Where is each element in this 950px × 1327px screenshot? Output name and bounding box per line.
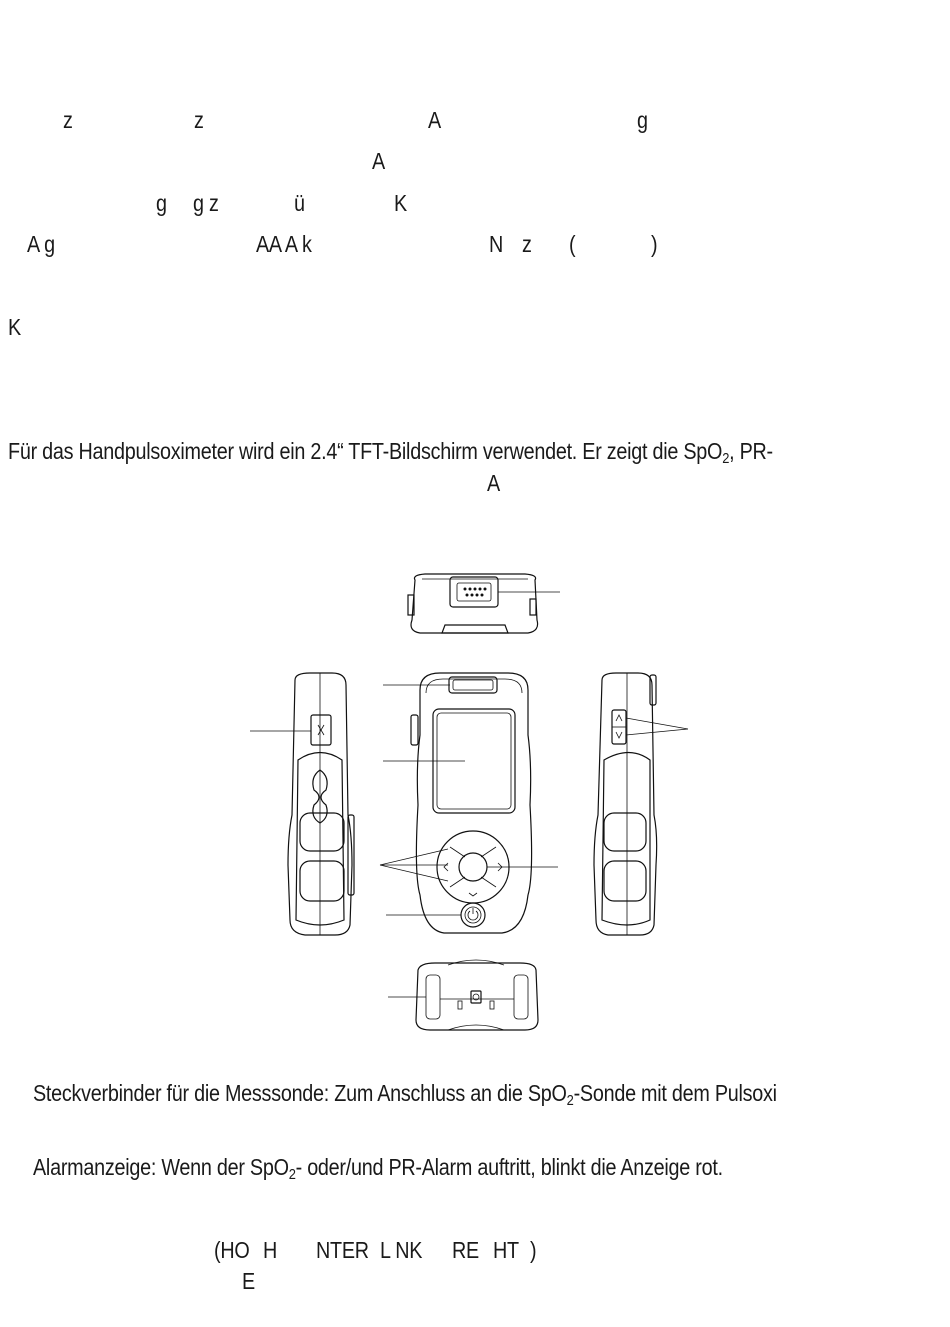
display-paragraph-text: Für das Handpulsoximeter wird ein 2.4“ TFT-Bildschirm verwendet. Er zeigt die SpO — [8, 438, 723, 464]
alarm-paragraph-text: Alarmanzeige: Wenn der SpO — [33, 1154, 289, 1180]
display-paragraph-tail: , PR- — [729, 438, 773, 464]
display-paragraph-line2: A — [487, 470, 500, 496]
fragment-text: NTER — [316, 1237, 369, 1263]
fragment-text: HT — [493, 1237, 519, 1263]
subscript: 2 — [566, 1092, 574, 1109]
fragment-text: g — [637, 107, 648, 133]
fragment-text: z — [194, 107, 204, 133]
fragment-text: N — [489, 231, 504, 257]
fragment-text: L NK — [380, 1237, 423, 1263]
fragment-text: A g — [27, 231, 55, 257]
bottom-view — [388, 960, 538, 1030]
top-view — [408, 574, 560, 633]
fragment-text: A — [372, 148, 385, 174]
subscript: 2 — [722, 450, 730, 467]
fragment-text: z — [63, 107, 73, 133]
device-figure — [240, 565, 710, 1045]
fragment-text: ) — [651, 231, 658, 257]
front-view — [380, 673, 558, 933]
device-drawing — [240, 565, 710, 1045]
fragment-text: AA A k — [256, 231, 312, 257]
connector-paragraph-tail: -Sonde mit dem Pulsoxi — [573, 1080, 777, 1106]
alarm-paragraph — [33, 1153, 723, 1181]
fragment-text: K — [394, 190, 407, 216]
fragment-text: ü — [294, 190, 305, 216]
fragment-text: ) — [530, 1237, 537, 1263]
alarm-paragraph-tail: - oder/und PR-Alarm auftritt, blinkt die Anzeige rot. — [295, 1154, 723, 1180]
fragment-text: RE — [452, 1237, 479, 1263]
connector-paragraph — [33, 1079, 777, 1107]
fragment-text: g — [156, 190, 167, 216]
left-side-view — [250, 673, 354, 935]
fragment-text: g z — [193, 190, 219, 216]
fragment-text: ( — [569, 231, 576, 257]
fragment-text: (HO — [214, 1237, 250, 1263]
fragment-text: H — [263, 1237, 278, 1263]
fragment-text: z — [522, 231, 532, 257]
right-side-view — [594, 673, 688, 935]
display-paragraph — [8, 437, 773, 465]
fragment-text: E — [242, 1268, 255, 1294]
fragment-text: A — [428, 107, 441, 133]
fragment-text: K — [8, 314, 21, 340]
connector-paragraph-text: Steckverbinder für die Messsonde: Zum Anschluss an die SpO — [33, 1080, 567, 1106]
subscript: 2 — [288, 1166, 296, 1183]
